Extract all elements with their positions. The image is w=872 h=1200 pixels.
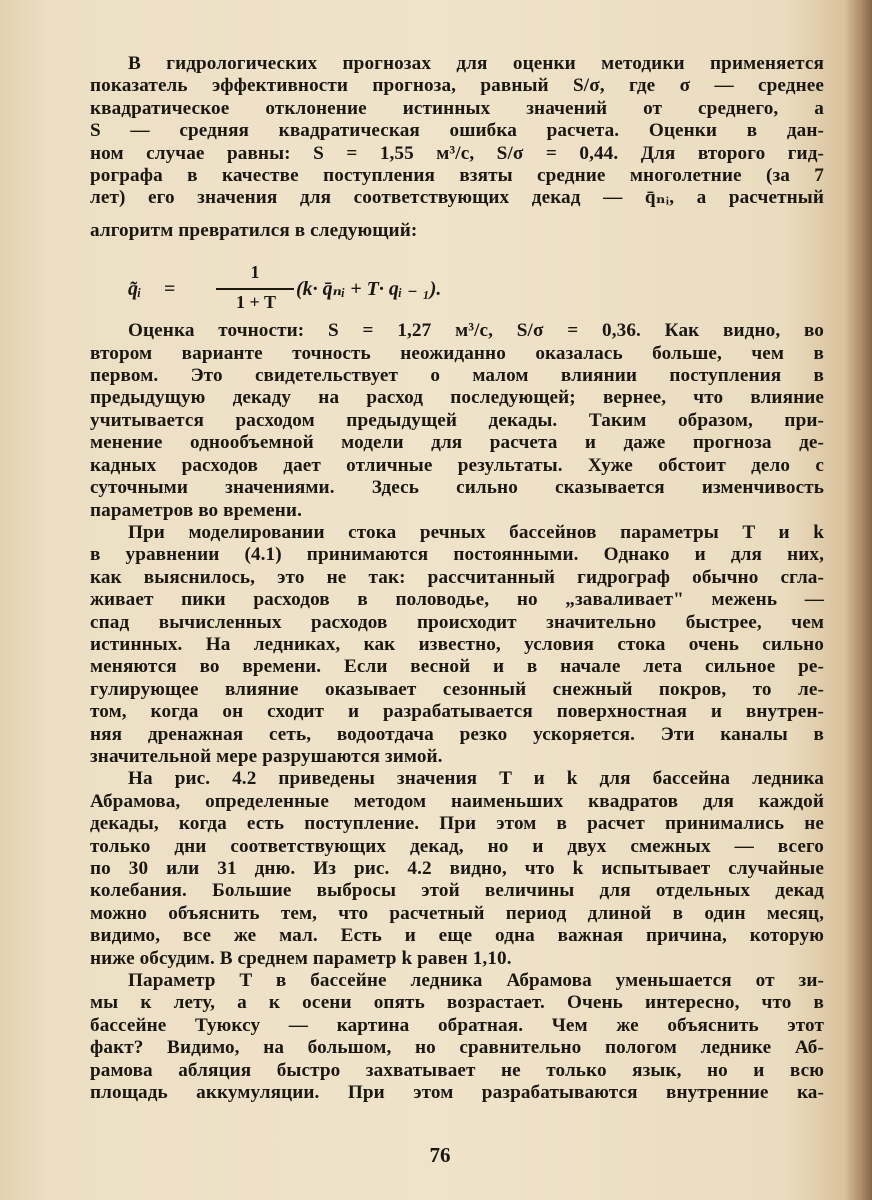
text-line: по 30 или 31 дню. Из рис. 4.2 видно, что k испытывает случайные bbox=[90, 858, 824, 879]
text-line: видимо, все же мал. Есть и еще одна важная причина, которую bbox=[90, 925, 824, 947]
text-line: Абрамова, определенные методом наименьших квадратов для каждой bbox=[90, 790, 824, 812]
text-line: факт? Видимо, на большом, но сравнительно пологом леднике Аб- bbox=[90, 1037, 824, 1059]
text-line: декады, когда есть поступление. При этом в расчет принимались не bbox=[90, 813, 824, 835]
text-line: меняются во времени. Если весной и в начале лета сильное ре- bbox=[90, 656, 824, 678]
paragraph-1 bbox=[90, 53, 824, 242]
text-line: При моделировании стока речных бассейнов параметры T и k bbox=[128, 521, 824, 543]
text-line: значительной мере разрушаются зимой. bbox=[90, 745, 443, 767]
formula-rest: (k· q̄ₙᵢ + T· qᵢ ₋ ₁). bbox=[296, 278, 442, 300]
text-line: кадных расходов дает отличные результаты. Хуже обстоит дело с bbox=[90, 454, 824, 476]
text-line: В гидрологических прогнозах для оценки методики применяется bbox=[128, 53, 824, 74]
text-line: втором варианте точность неожиданно оказалась больше, чем в bbox=[90, 342, 824, 364]
paragraph-3 bbox=[90, 522, 824, 768]
text-line: алгоритм превратился в следующий: bbox=[90, 219, 418, 241]
text-line: спад вычисленных расходов происходит значительно быстрее, чем bbox=[90, 611, 824, 633]
text-line: как выяснилось, это не так: рассчитанный гидрограф обычно сгла- bbox=[90, 566, 824, 588]
text-line: S — средняя квадратическая ошибка расчета. Оценки в дан- bbox=[90, 120, 824, 142]
text-line: истинных. На ледниках, как известно, условия стока очень сильно bbox=[90, 633, 824, 655]
text-line: няя дренажная сеть, водоотдача резко ускоряется. Эти каналы в bbox=[90, 723, 824, 745]
paragraph-4 bbox=[90, 768, 824, 970]
text-line: только дни соответствующих декад, но и двух смежных — всего bbox=[90, 835, 824, 857]
text-line: рографа в качестве поступления взяты средние многолетние (за 7 bbox=[90, 165, 824, 187]
paragraph-2 bbox=[90, 320, 824, 522]
text-line: ном случае равны: S = 1,55 м³/с, S/σ = 0,44. Для второго гид- bbox=[90, 142, 824, 164]
text-line: суточными значениями. Здесь сильно сказывается изменчивость bbox=[90, 477, 824, 499]
text-line: бассейне Туюксу — картина обратная. Чем же объяснить этот bbox=[90, 1014, 824, 1036]
text-line: площадь аккумуляции. При этом разрабатываются внутренние ка- bbox=[90, 1082, 824, 1104]
text-line: в уравнении (4.1) принимаются постоянными. Однако и для них, bbox=[90, 544, 824, 566]
text-line: можно объяснить тем, что расчетный период длиной в один месяц, bbox=[90, 902, 824, 924]
formula-lhs: q̃ᵢ bbox=[128, 278, 142, 300]
page-edge-shadow bbox=[844, 0, 872, 1200]
page-number: 76 bbox=[429, 1143, 451, 1167]
text-line: На рис. 4.2 приведены значения T и k для бассейна ледника bbox=[128, 768, 824, 790]
formula-numerator: 1 bbox=[250, 262, 260, 282]
formula-equals: = bbox=[164, 278, 176, 300]
body-text bbox=[90, 53, 824, 1104]
text-line: параметров во времени. bbox=[90, 499, 302, 521]
formula bbox=[128, 262, 548, 320]
text-line: том, когда он сходит и разрабатывается поверхностная и внутрен- bbox=[90, 701, 824, 723]
text-line: менение однообъемной модели для расчета и даже прогноза де- bbox=[90, 432, 824, 454]
text-line: квадратическое отклонение истинных значений от среднего, а bbox=[90, 97, 824, 119]
text-line: первом. Это свидетельствует о малом влиянии поступления в bbox=[90, 365, 824, 387]
text-line: лет) его значения для соответствующих декад — q̄ₙᵢ, а расчетный bbox=[90, 187, 824, 209]
text-line: ниже обсудим. В среднем параметр k равен 1,10. bbox=[90, 947, 512, 969]
formula-denominator: 1 + T bbox=[236, 292, 276, 312]
text-line: колебания. Большие выбросы этой величины для отдельных декад bbox=[90, 880, 824, 902]
fraction-bar bbox=[216, 288, 294, 290]
text-line: учитывается расходом предыдущей декады. Таким образом, при- bbox=[90, 409, 824, 431]
paragraph-5 bbox=[90, 970, 824, 1104]
text-line: предыдущую декаду на расход последующей; вернее, что влияние bbox=[90, 387, 824, 409]
text-line: показатель эффективности прогноза, равный S/σ, где σ — среднее bbox=[90, 75, 824, 97]
text-line: живает пики расходов в половодье, но „заваливает" межень — bbox=[90, 589, 824, 611]
text-line: рамова абляция быстро захватывает не только язык, но и всю bbox=[90, 1059, 824, 1081]
text-line: Параметр T в бассейне ледника Абрамова уменьшается от зи- bbox=[128, 970, 824, 992]
text-line: мы к лету, а к осени опять возрастает. Очень интересно, что в bbox=[90, 992, 824, 1014]
text-line: гулирующее влияние оказывает сезонный снежный покров, то ле- bbox=[90, 678, 824, 700]
text-line: Оценка точности: S = 1,27 м³/с, S/σ = 0,36. Как видно, во bbox=[128, 320, 824, 342]
